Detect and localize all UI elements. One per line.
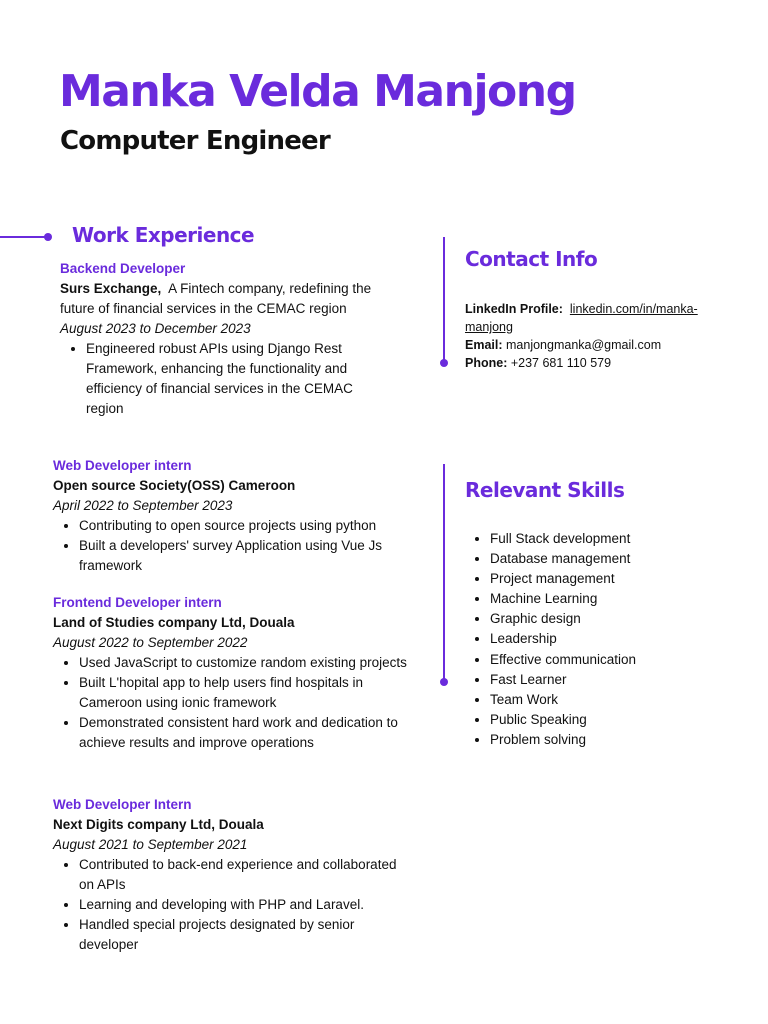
email-value: manjongmanka@gmail.com [506,338,662,352]
email-label: Email: [465,338,503,352]
job-entry [53,456,413,576]
contact-info-heading: Contact Info [465,247,598,271]
contact-details [465,300,735,372]
job-company: Next Digits company Ltd, Douala [53,817,264,832]
job-title: Web Developer intern [53,458,192,473]
job-company-line [60,279,390,319]
resume-name: Manka Velda Manjong [59,66,576,117]
job-bullets [53,855,413,955]
skill-item: • Team Work [490,690,636,710]
linkedin-label: LinkedIn Profile: [465,302,563,316]
job-title: Frontend Developer intern [53,595,222,610]
job-bullets [53,653,413,753]
skill-item: • Leadership [490,629,636,649]
contact-section-line [443,237,445,362]
job-entry [53,593,413,753]
job-entry [53,795,413,955]
job-bullet: • Built a developers' survey Application using Vue Js framework [79,536,413,576]
job-bullets [53,516,413,576]
skill-item: • Project management [490,569,636,589]
job-dates: August 2022 to September 2022 [53,635,248,650]
skills-section-dot [440,678,448,686]
job-description: A Fintech company, redefining the future of financial services in the CEMAC region [60,281,372,316]
job-bullets [60,339,390,419]
job-dates: August 2021 to September 2021 [53,837,248,852]
job-company: Open source Society(OSS) Cameroon [53,478,296,493]
phone-value: +237 681 110 579 [510,356,612,370]
skill-item: • Graphic design [490,609,636,629]
skill-item: • Public Speaking [490,710,636,730]
job-dates: August 2023 to December 2023 [60,321,251,336]
contact-linkedin-row [465,300,735,336]
skills-list [465,529,636,750]
job-title: Web Developer Intern [53,797,192,812]
skill-item: • Machine Learning [490,589,636,609]
contact-phone-row [465,354,735,372]
linkedin-link[interactable]: linkedin.com/in/manka-manjong [465,302,698,334]
job-bullet: • Engineered robust APIs using Django Rest Framework, enhancing the functionality and efficiency of financial services in the CEMAC region [86,339,390,419]
skill-item: • Database management [490,549,636,569]
job-company: Land of Studies company Ltd, Douala [53,615,295,630]
phone-label: Phone: [465,356,508,370]
skill-item: • Effective communication [490,650,636,670]
job-entry [60,259,390,419]
job-bullet: • Built L'hopital app to help users find hospitals in Cameroon using ionic framework [79,673,413,713]
job-bullet: • Demonstrated consistent hard work and dedication to achieve results and improve operations [79,713,413,753]
job-bullet: • Contributed to back-end experience and collaborated on APIs [79,855,413,895]
job-bullet: • Learning and developing with PHP and Laravel. [79,895,413,915]
skill-item: • Full Stack development [490,529,636,549]
work-section-line [0,236,46,238]
job-bullet: • Contributing to open source projects using python [79,516,413,536]
job-company: Surs Exchange, [60,281,162,296]
job-bullet: • Handled special projects designated by senior developer [79,915,413,955]
relevant-skills-heading: Relevant Skills [465,478,625,502]
job-title: Backend Developer [60,261,186,276]
contact-section-dot [440,359,448,367]
skill-item: • Problem solving [490,730,636,750]
contact-email-row [465,336,735,354]
work-section-dot [44,233,52,241]
job-bullet: • Used JavaScript to customize random existing projects [79,653,413,673]
job-dates: April 2022 to September 2023 [53,498,233,513]
skill-item: • Fast Learner [490,670,636,690]
skills-section-line [443,464,445,682]
work-experience-heading: Work Experience [72,223,255,247]
resume-role: Computer Engineer [60,126,330,156]
